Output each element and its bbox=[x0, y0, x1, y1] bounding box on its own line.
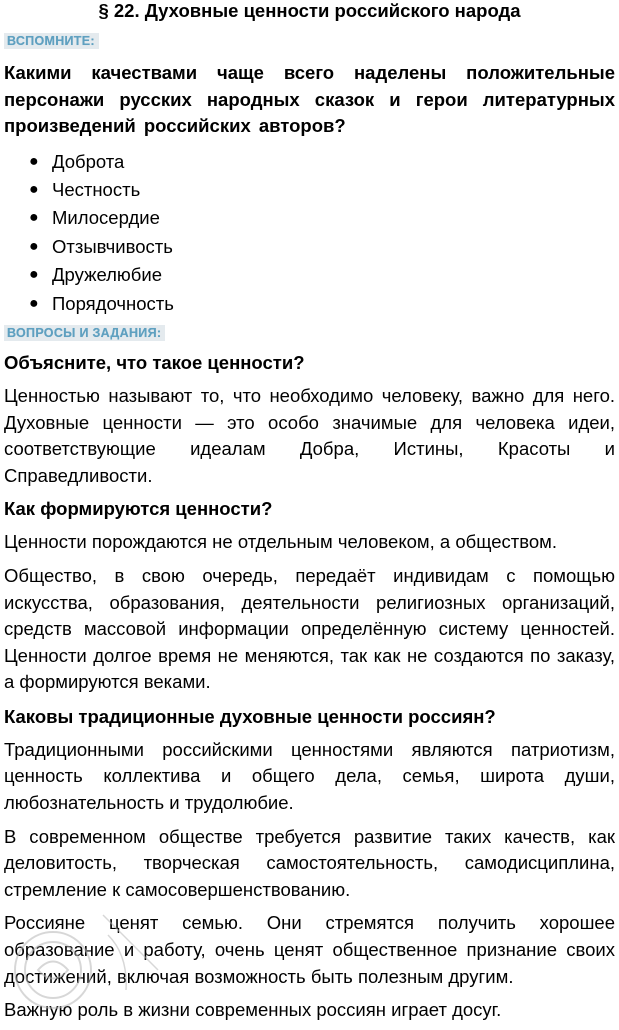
bullet-icon: ● bbox=[29, 209, 39, 227]
section-question-formation: Как формируются ценности? bbox=[4, 498, 273, 520]
recall-badge-row bbox=[4, 32, 615, 50]
quality-label: Порядочность bbox=[52, 292, 174, 314]
section-question-values: Объясните, что такое ценности? bbox=[4, 351, 305, 373]
section-paragraph: Общество, в свою очередь, передаёт индивидам с помощью искусства, образования, деятельности религиозных организаций, средств массовой информации определённую систему ценностей. Ценности долгое время не меняются, так как не создаются по заказу, а формируются веками. bbox=[4, 564, 615, 693]
section-paragraph: В современном обществе требуется развитие таких качеств, как деловитость, творческая самостоятельность, самодисциплина, стремление к самосовершенствованию. bbox=[4, 825, 615, 900]
section-question-traditional: Каковы традиционные духовные ценности россиян? bbox=[4, 705, 496, 727]
section-paragraph: Важную роль в жизни современных россиян играет досуг. bbox=[4, 999, 502, 1021]
recall-badge: ВСПОМНИТЕ: bbox=[4, 33, 99, 49]
section-paragraph: Традиционными российскими ценностями являются патриотизм, ценность коллектива и общего дела, семья, широта души, любознательность и трудолюбие. bbox=[4, 738, 615, 814]
list-item bbox=[4, 176, 615, 204]
list-item bbox=[4, 261, 615, 289]
list-item bbox=[4, 233, 615, 261]
bullet-icon: ● bbox=[29, 152, 39, 170]
list-item bbox=[4, 290, 615, 318]
list-item bbox=[4, 204, 615, 232]
quality-label: Милосердие bbox=[52, 207, 160, 229]
quality-label: Честность bbox=[52, 178, 141, 200]
qualities-list bbox=[4, 148, 615, 318]
section-paragraph: Ценности порождаются не отдельным человеком, а обществом. bbox=[4, 531, 558, 553]
section-paragraph: Ценностью называют то, что необходимо человеку, важно для него. Духовные ценности — это особо значимые для человека идеи, соответствующие идеалам Добра, Истины, Красоты и Справедливости. bbox=[4, 384, 615, 486]
page-title: § 22. Духовные ценности российского народа bbox=[98, 0, 521, 21]
bullet-icon: ● bbox=[29, 294, 39, 312]
quality-label: Доброта bbox=[52, 150, 125, 172]
section-paragraph: Россияне ценят семью. Они стремятся получить хорошее образование и работу, очень ценят общественное признание своих достижений, включая возможность быть полезным другим. bbox=[4, 912, 615, 987]
tasks-badge: ВОПРОСЫ И ЗАДАНИЯ: bbox=[4, 325, 165, 341]
quality-label: Отзывчивость bbox=[52, 235, 173, 257]
tasks-badge-row bbox=[4, 324, 615, 342]
bullet-icon: ● bbox=[29, 237, 39, 255]
bullet-icon: ● bbox=[29, 180, 39, 198]
list-item bbox=[4, 148, 615, 176]
recall-question: Какими качествами чаще всего наделены положительные персонажи русских народных сказок и герои литературных произведений российских авторов? bbox=[4, 62, 615, 136]
quality-label: Дружелюбие bbox=[52, 264, 163, 286]
bullet-icon: ● bbox=[29, 266, 39, 284]
